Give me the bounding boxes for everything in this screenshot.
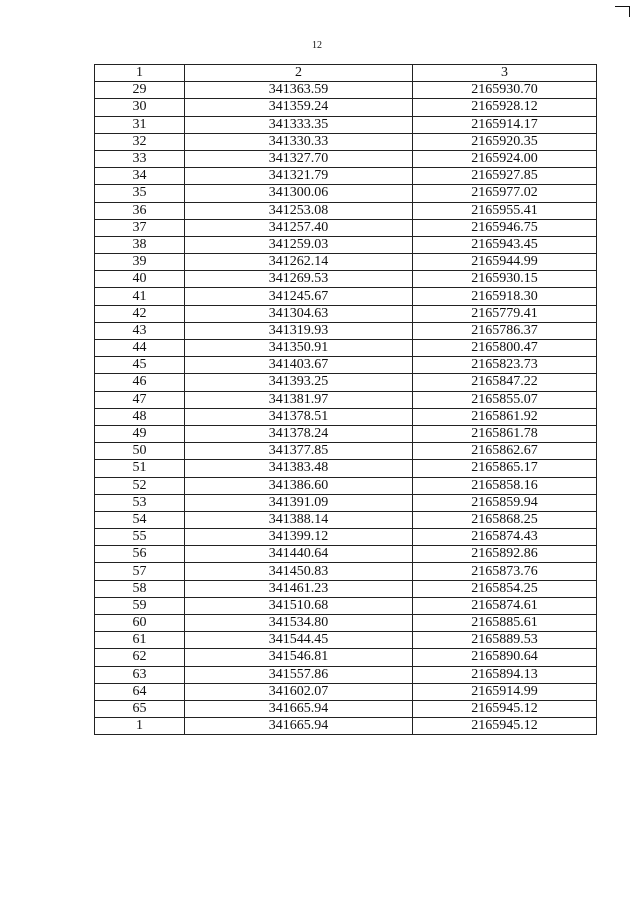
point-number-cell: 54 [95, 511, 185, 528]
table-row [95, 236, 597, 253]
point-number-cell: 46 [95, 374, 185, 391]
y-coordinate-cell: 2165861.78 [413, 425, 597, 442]
y-coordinate-cell: 2165861.92 [413, 408, 597, 425]
table-row [95, 185, 597, 202]
point-number-cell: 41 [95, 288, 185, 305]
x-coordinate-cell: 341269.53 [185, 271, 413, 288]
x-coordinate-cell: 341319.93 [185, 322, 413, 339]
point-number-cell: 31 [95, 116, 185, 133]
x-coordinate-cell: 341259.03 [185, 236, 413, 253]
y-coordinate-cell: 2165955.41 [413, 202, 597, 219]
point-number-cell: 59 [95, 597, 185, 614]
x-coordinate-cell: 341300.06 [185, 185, 413, 202]
table-row [95, 408, 597, 425]
table-row [95, 615, 597, 632]
x-coordinate-cell: 341386.60 [185, 477, 413, 494]
y-coordinate-cell: 2165859.94 [413, 494, 597, 511]
y-coordinate-cell: 2165868.25 [413, 511, 597, 528]
table-row [95, 425, 597, 442]
x-coordinate-cell: 341321.79 [185, 168, 413, 185]
y-coordinate-cell: 2165874.43 [413, 529, 597, 546]
table-row [95, 563, 597, 580]
point-number-cell: 29 [95, 82, 185, 99]
x-coordinate-cell: 341534.80 [185, 615, 413, 632]
y-coordinate-cell: 2165945.12 [413, 700, 597, 717]
point-number-cell: 64 [95, 683, 185, 700]
y-coordinate-cell: 2165927.85 [413, 168, 597, 185]
table-row [95, 288, 597, 305]
y-coordinate-cell: 2165924.00 [413, 150, 597, 167]
table-row [95, 271, 597, 288]
table-row [95, 82, 597, 99]
table-row [95, 683, 597, 700]
point-number-cell: 52 [95, 477, 185, 494]
x-coordinate-cell: 341383.48 [185, 460, 413, 477]
point-number-cell: 38 [95, 236, 185, 253]
table-row [95, 150, 597, 167]
table-row [95, 580, 597, 597]
y-coordinate-cell: 2165914.99 [413, 683, 597, 700]
y-coordinate-cell: 2165914.17 [413, 116, 597, 133]
x-coordinate-cell: 341377.85 [185, 443, 413, 460]
y-coordinate-cell: 2165858.16 [413, 477, 597, 494]
column-header-3: 3 [413, 65, 597, 82]
x-coordinate-cell: 341378.51 [185, 408, 413, 425]
table-row [95, 666, 597, 683]
table-row [95, 202, 597, 219]
point-number-cell: 45 [95, 357, 185, 374]
table-header-row [95, 65, 597, 82]
y-coordinate-cell: 2165865.17 [413, 460, 597, 477]
y-coordinate-cell: 2165930.70 [413, 82, 597, 99]
y-coordinate-cell: 2165779.41 [413, 305, 597, 322]
y-coordinate-cell: 2165854.25 [413, 580, 597, 597]
x-coordinate-cell: 341330.33 [185, 133, 413, 150]
point-number-cell: 37 [95, 219, 185, 236]
y-coordinate-cell: 2165855.07 [413, 391, 597, 408]
point-number-cell: 1 [95, 718, 185, 735]
x-coordinate-cell: 341359.24 [185, 99, 413, 116]
y-coordinate-cell: 2165890.64 [413, 649, 597, 666]
table-row [95, 494, 597, 511]
x-coordinate-cell: 341378.24 [185, 425, 413, 442]
x-coordinate-cell: 341557.86 [185, 666, 413, 683]
x-coordinate-cell: 341304.63 [185, 305, 413, 322]
y-coordinate-cell: 2165928.12 [413, 99, 597, 116]
x-coordinate-cell: 341665.94 [185, 700, 413, 717]
point-number-cell: 55 [95, 529, 185, 546]
point-number-cell: 48 [95, 408, 185, 425]
y-coordinate-cell: 2165945.12 [413, 718, 597, 735]
table-row [95, 529, 597, 546]
x-coordinate-cell: 341262.14 [185, 254, 413, 271]
x-coordinate-cell: 341327.70 [185, 150, 413, 167]
y-coordinate-cell: 2165800.47 [413, 340, 597, 357]
point-number-cell: 61 [95, 632, 185, 649]
table-row [95, 700, 597, 717]
y-coordinate-cell: 2165920.35 [413, 133, 597, 150]
point-number-cell: 53 [95, 494, 185, 511]
table-row [95, 718, 597, 735]
x-coordinate-cell: 341388.14 [185, 511, 413, 528]
page-number: 12 [312, 40, 322, 51]
point-number-cell: 40 [95, 271, 185, 288]
y-coordinate-cell: 2165874.61 [413, 597, 597, 614]
x-coordinate-cell: 341391.09 [185, 494, 413, 511]
table-row [95, 219, 597, 236]
column-header-1: 1 [95, 65, 185, 82]
point-number-cell: 47 [95, 391, 185, 408]
y-coordinate-cell: 2165786.37 [413, 322, 597, 339]
point-number-cell: 60 [95, 615, 185, 632]
table-row [95, 443, 597, 460]
point-number-cell: 65 [95, 700, 185, 717]
y-coordinate-cell: 2165943.45 [413, 236, 597, 253]
x-coordinate-cell: 341602.07 [185, 683, 413, 700]
x-coordinate-cell: 341381.97 [185, 391, 413, 408]
x-coordinate-cell: 341546.81 [185, 649, 413, 666]
y-coordinate-cell: 2165946.75 [413, 219, 597, 236]
y-coordinate-cell: 2165847.22 [413, 374, 597, 391]
point-number-cell: 42 [95, 305, 185, 322]
table-row [95, 391, 597, 408]
point-number-cell: 30 [95, 99, 185, 116]
y-coordinate-cell: 2165918.30 [413, 288, 597, 305]
table-body [95, 82, 597, 735]
y-coordinate-cell: 2165892.86 [413, 546, 597, 563]
table-row [95, 322, 597, 339]
x-coordinate-cell: 341403.67 [185, 357, 413, 374]
x-coordinate-cell: 341245.67 [185, 288, 413, 305]
table-row [95, 116, 597, 133]
table-row [95, 477, 597, 494]
table-row [95, 632, 597, 649]
point-number-cell: 56 [95, 546, 185, 563]
table-row [95, 133, 597, 150]
x-coordinate-cell: 341665.94 [185, 718, 413, 735]
x-coordinate-cell: 341333.35 [185, 116, 413, 133]
table-row [95, 597, 597, 614]
table-row [95, 511, 597, 528]
table-row [95, 99, 597, 116]
point-number-cell: 39 [95, 254, 185, 271]
y-coordinate-cell: 2165977.02 [413, 185, 597, 202]
y-coordinate-cell: 2165862.67 [413, 443, 597, 460]
x-coordinate-cell: 341399.12 [185, 529, 413, 546]
table-row [95, 357, 597, 374]
point-number-cell: 43 [95, 322, 185, 339]
y-coordinate-cell: 2165894.13 [413, 666, 597, 683]
point-number-cell: 50 [95, 443, 185, 460]
table-row [95, 254, 597, 271]
x-coordinate-cell: 341363.59 [185, 82, 413, 99]
x-coordinate-cell: 341350.91 [185, 340, 413, 357]
x-coordinate-cell: 341510.68 [185, 597, 413, 614]
table-row [95, 374, 597, 391]
x-coordinate-cell: 341461.23 [185, 580, 413, 597]
point-number-cell: 58 [95, 580, 185, 597]
point-number-cell: 44 [95, 340, 185, 357]
table-row [95, 168, 597, 185]
point-number-cell: 32 [95, 133, 185, 150]
point-number-cell: 51 [95, 460, 185, 477]
point-number-cell: 49 [95, 425, 185, 442]
y-coordinate-cell: 2165930.15 [413, 271, 597, 288]
point-number-cell: 34 [95, 168, 185, 185]
point-number-cell: 57 [95, 563, 185, 580]
column-header-2: 2 [185, 65, 413, 82]
point-number-cell: 35 [95, 185, 185, 202]
table-row [95, 305, 597, 322]
corner-crop-mark [615, 6, 630, 17]
point-number-cell: 63 [95, 666, 185, 683]
y-coordinate-cell: 2165873.76 [413, 563, 597, 580]
x-coordinate-cell: 341393.25 [185, 374, 413, 391]
x-coordinate-cell: 341440.64 [185, 546, 413, 563]
x-coordinate-cell: 341450.83 [185, 563, 413, 580]
table-row [95, 340, 597, 357]
x-coordinate-cell: 341253.08 [185, 202, 413, 219]
y-coordinate-cell: 2165885.61 [413, 615, 597, 632]
point-number-cell: 36 [95, 202, 185, 219]
x-coordinate-cell: 341544.45 [185, 632, 413, 649]
coordinates-table [94, 64, 597, 735]
y-coordinate-cell: 2165823.73 [413, 357, 597, 374]
table-row [95, 649, 597, 666]
table-row [95, 460, 597, 477]
x-coordinate-cell: 341257.40 [185, 219, 413, 236]
table-row [95, 546, 597, 563]
y-coordinate-cell: 2165889.53 [413, 632, 597, 649]
point-number-cell: 62 [95, 649, 185, 666]
y-coordinate-cell: 2165944.99 [413, 254, 597, 271]
point-number-cell: 33 [95, 150, 185, 167]
